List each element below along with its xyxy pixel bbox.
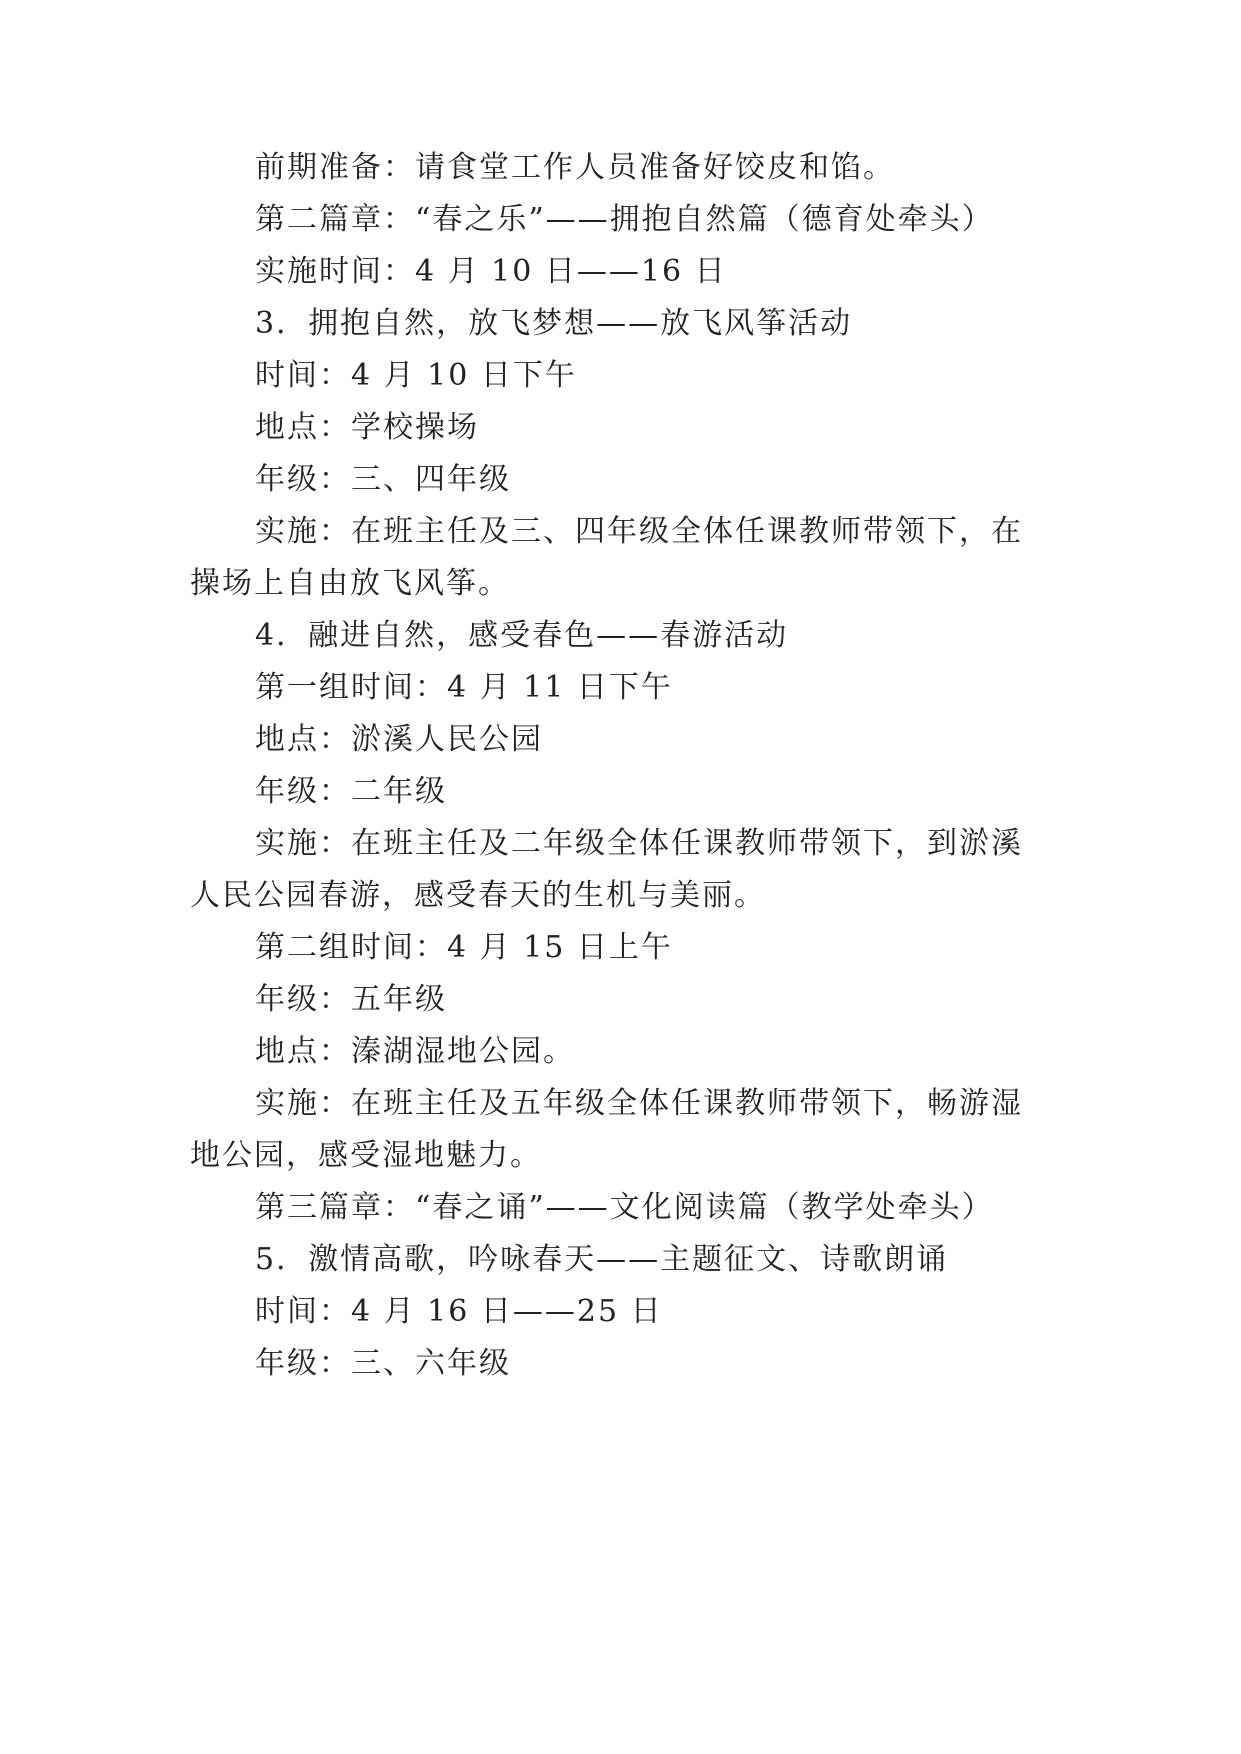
activity-heading: 4．融进自然，感受春色——春游活动 [255,618,789,653]
text-line: 时间：4 月 16 日——25 日 [255,1294,663,1329]
text-line: 人民公园春游，感受春天的生机与美丽。 [190,878,766,913]
text-line: 实施：在班主任及五年级全体任课教师带领下，畅游湿 [255,1086,1023,1121]
text-line: 实施：在班主任及三、四年级全体任课教师带领下，在 [255,514,1023,549]
text-line: 年级：二年级 [255,774,447,809]
text-line: 地点：淤溪人民公园 [255,722,543,757]
text-line: 年级：五年级 [255,982,447,1017]
text-line: 地点：溱湖湿地公园。 [255,1034,575,1069]
text-line: 实施：在班主任及二年级全体任课教师带领下，到淤溪 [255,826,1023,861]
text-line: 实施时间：4 月 10 日——16 日 [255,254,727,289]
text-line: 地点：学校操场 [255,410,479,445]
section-heading: 第二篇章：“春之乐”——拥抱自然篇（德育处牵头） [255,202,994,237]
text-line: 年级：三、六年级 [255,1346,511,1381]
activity-heading: 3．拥抱自然，放飞梦想——放飞风筝活动 [255,306,853,341]
text-line: 操场上自由放飞风筝。 [190,566,510,601]
text-line: 时间：4 月 10 日下午 [255,358,577,393]
text-line: 前期准备：请食堂工作人员准备好饺皮和馅。 [255,150,895,185]
text-line: 第二组时间：4 月 15 日上午 [255,930,673,965]
text-line: 第一组时间：4 月 11 日下午 [255,670,673,705]
text-line: 地公园，感受湿地魅力。 [190,1138,542,1173]
text-line: 年级：三、四年级 [255,462,511,497]
activity-heading: 5．激情高歌，吟咏春天——主题征文、诗歌朗诵 [255,1242,949,1277]
section-heading: 第三篇章：“春之诵”——文化阅读篇（教学处牵头） [255,1190,994,1225]
